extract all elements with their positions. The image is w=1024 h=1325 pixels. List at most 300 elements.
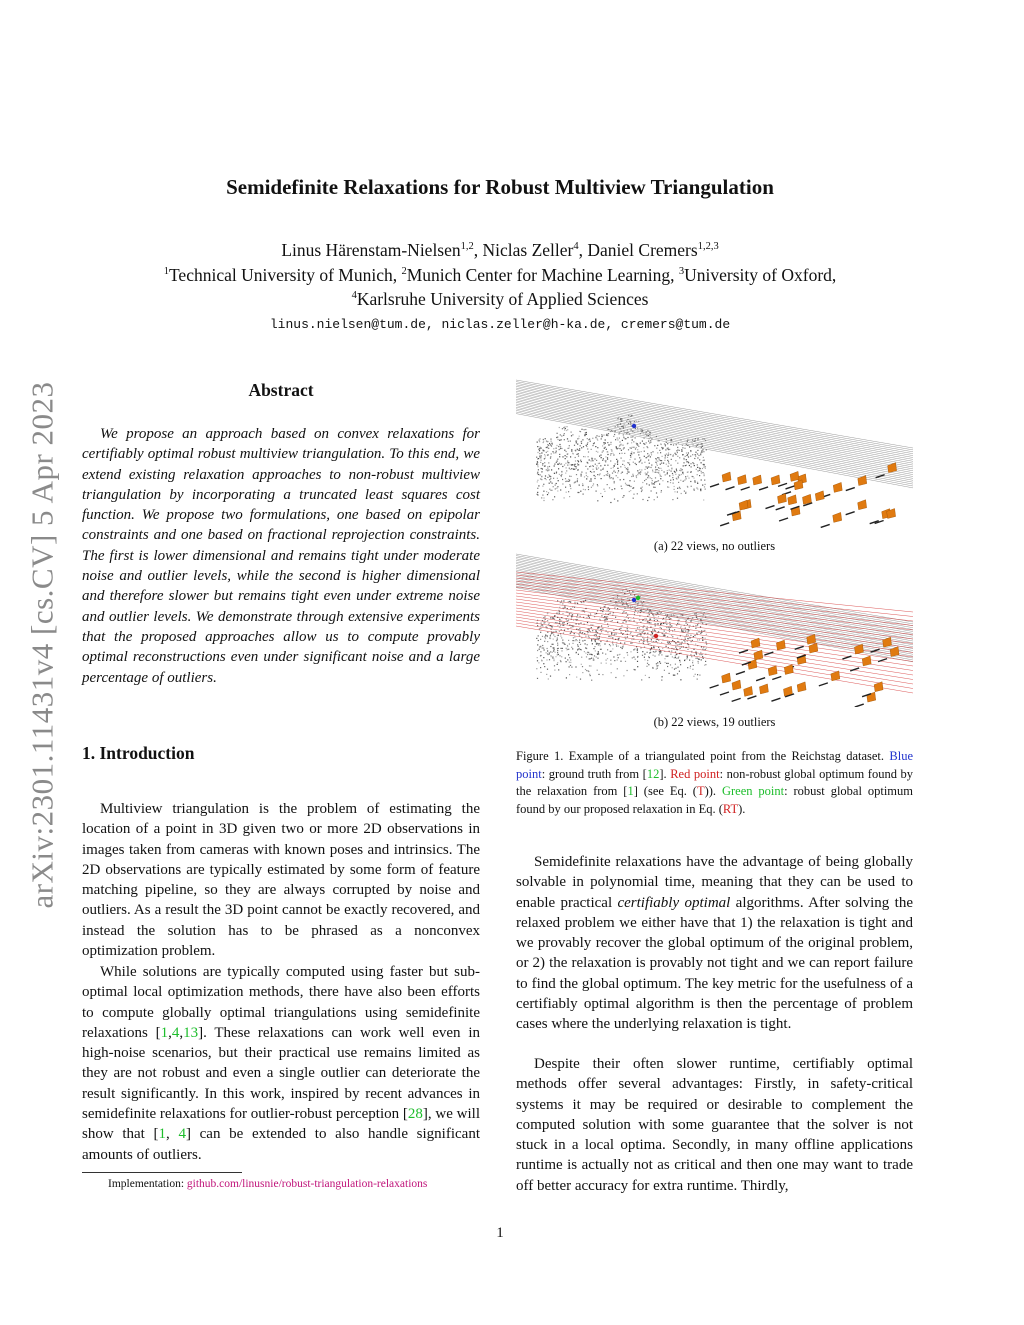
cloud-point xyxy=(664,658,665,659)
cloud-point xyxy=(596,460,597,461)
cloud-point xyxy=(665,449,666,450)
cloud-point xyxy=(545,634,546,635)
reconstruction-plot-no-outliers xyxy=(516,378,913,530)
cloud-point xyxy=(647,641,648,642)
cloud-point xyxy=(675,460,676,461)
cloud-point xyxy=(687,461,688,462)
cloud-point xyxy=(671,625,672,626)
cloud-point xyxy=(549,443,550,444)
equation-link-RT[interactable]: RT xyxy=(722,801,739,816)
camera-icon xyxy=(890,647,899,657)
cloud-point xyxy=(617,464,618,465)
cloud-point xyxy=(554,473,555,474)
cloud-point xyxy=(564,439,565,440)
cloud-point xyxy=(544,641,545,642)
camera-shadow xyxy=(846,512,855,515)
cloud-point xyxy=(572,464,573,465)
caption-text-3: ]. xyxy=(659,766,671,781)
caption-text-1: Figure 1. Example of a triangulated point from the Reichstag dataset. xyxy=(516,749,890,763)
cloud-point xyxy=(630,633,631,634)
cloud-point xyxy=(542,495,543,496)
cloud-point xyxy=(572,648,573,649)
cloud-point xyxy=(539,447,540,448)
cloud-point xyxy=(556,472,557,473)
camera-shadow xyxy=(741,487,750,490)
cloud-point xyxy=(567,461,568,462)
cloud-point xyxy=(569,666,570,667)
cloud-point xyxy=(578,646,579,647)
cloud-point xyxy=(553,650,554,651)
cloud-point xyxy=(537,452,538,453)
cloud-point xyxy=(658,440,659,441)
cloud-point xyxy=(651,478,652,479)
affil-sup-3: 3 xyxy=(678,266,685,278)
arxiv-stamp-text: arXiv:2301.11431v4 [cs.CV] 5 Apr 2023 xyxy=(25,381,60,909)
cloud-point xyxy=(628,463,629,464)
cloud-point xyxy=(559,474,560,475)
cloud-point xyxy=(610,664,611,665)
cloud-point xyxy=(600,455,601,456)
cloud-point xyxy=(586,648,587,649)
citation-link-12[interactable]: 12 xyxy=(646,766,660,781)
cloud-point xyxy=(566,481,567,482)
cloud-point xyxy=(618,470,619,471)
cloud-point xyxy=(568,491,569,492)
ray-line xyxy=(516,399,913,471)
cloud-point xyxy=(623,434,624,435)
cloud-point xyxy=(553,618,554,619)
cloud-point xyxy=(543,497,544,498)
cloud-point xyxy=(682,454,683,455)
cloud-point xyxy=(624,465,625,466)
cloud-point xyxy=(585,432,586,433)
camera-icon xyxy=(751,638,760,648)
cloud-point xyxy=(647,636,648,637)
cloud-point xyxy=(630,651,631,652)
cloud-point xyxy=(586,475,587,476)
cloud-point xyxy=(625,483,626,484)
cloud-point xyxy=(699,470,700,471)
author-1: Linus Härenstam-Nielsen xyxy=(281,240,461,260)
camera-icon xyxy=(776,640,785,650)
cloud-point xyxy=(666,646,667,647)
cloud-point xyxy=(643,631,644,632)
cloud-point xyxy=(668,617,669,618)
cloud-point xyxy=(698,470,699,471)
cloud-point xyxy=(571,449,572,450)
cloud-point xyxy=(556,448,557,449)
cloud-point xyxy=(667,642,668,643)
cloud-point xyxy=(536,457,537,458)
cloud-point xyxy=(564,607,565,608)
cloud-point xyxy=(654,499,655,500)
cloud-point xyxy=(605,447,606,448)
citation-link-13[interactable]: 13 xyxy=(183,1024,199,1041)
cloud-point xyxy=(649,455,650,456)
robust-optimum-point xyxy=(636,596,640,600)
cloud-point xyxy=(683,630,684,631)
cloud-point xyxy=(689,627,690,628)
cloud-point xyxy=(548,474,549,475)
cloud-point xyxy=(668,449,669,450)
cloud-point xyxy=(587,652,588,653)
caption-text-6: )). xyxy=(704,784,722,799)
cloud-point xyxy=(665,454,666,455)
cloud-point xyxy=(610,660,611,661)
cloud-point xyxy=(651,452,652,453)
cloud-point xyxy=(697,639,698,640)
cloud-point xyxy=(672,636,673,637)
cloud-point xyxy=(565,428,566,429)
cloud-point xyxy=(550,635,551,636)
cloud-point xyxy=(587,444,588,445)
cloud-point xyxy=(607,471,608,472)
cloud-point xyxy=(589,674,590,675)
cloud-point xyxy=(687,649,688,650)
camera-shadow xyxy=(855,704,864,707)
cloud-point xyxy=(657,445,658,446)
cloud-point xyxy=(570,662,571,663)
camera-shadow xyxy=(765,506,774,509)
cloud-point xyxy=(677,491,678,492)
citation-link-4b[interactable]: 4 xyxy=(178,1126,186,1143)
cloud-point xyxy=(612,648,613,649)
cloud-point xyxy=(570,464,571,465)
cloud-point xyxy=(705,638,706,639)
cloud-point xyxy=(629,464,630,465)
cloud-point xyxy=(613,656,614,657)
cloud-point xyxy=(543,500,544,501)
cloud-point xyxy=(670,465,671,466)
cloud-point xyxy=(587,629,588,630)
cloud-point xyxy=(547,470,548,471)
cloud-point xyxy=(578,654,579,655)
cloud-point xyxy=(687,667,688,668)
cloud-point xyxy=(665,617,666,618)
cloud-point xyxy=(669,629,670,630)
cloud-point xyxy=(590,613,591,614)
cloud-point xyxy=(662,648,663,649)
cloud-point xyxy=(579,436,580,437)
cloud-point xyxy=(580,445,581,446)
cloud-point xyxy=(564,433,565,434)
cloud-point xyxy=(658,480,659,481)
cloud-point xyxy=(619,438,620,439)
cloud-point xyxy=(683,462,684,463)
cloud-point xyxy=(650,619,651,620)
cloud-point xyxy=(545,478,546,479)
cloud-point xyxy=(598,643,599,644)
camera-icon xyxy=(784,664,793,674)
cloud-point xyxy=(627,443,628,444)
ray-line xyxy=(516,393,913,463)
cloud-point xyxy=(564,429,565,430)
cloud-point xyxy=(550,439,551,440)
cloud-point xyxy=(617,460,618,461)
cloud-point xyxy=(537,492,538,493)
cloud-point xyxy=(588,671,589,672)
affil-sup-1: 1 xyxy=(163,266,169,278)
cloud-point xyxy=(561,650,562,651)
cloud-point xyxy=(617,668,618,669)
cloud-point xyxy=(699,675,700,676)
cloud-point xyxy=(597,447,598,448)
cloud-point xyxy=(579,642,580,643)
cloud-point xyxy=(627,670,628,671)
cloud-point xyxy=(631,643,632,644)
cloud-point xyxy=(679,644,680,645)
cloud-point xyxy=(557,461,558,462)
cloud-point xyxy=(705,484,706,485)
cloud-point xyxy=(638,473,639,474)
cloud-point xyxy=(591,472,592,473)
cloud-point xyxy=(652,470,653,471)
cloud-point xyxy=(611,651,612,652)
cloud-point xyxy=(684,448,685,449)
cloud-point xyxy=(588,632,589,633)
cloud-point xyxy=(616,633,617,634)
cloud-point xyxy=(553,660,554,661)
cloud-point xyxy=(615,677,616,678)
cloud-point xyxy=(569,468,570,469)
cloud-point xyxy=(656,492,657,493)
cloud-point xyxy=(697,658,698,659)
cloud-point xyxy=(607,473,608,474)
cloud-point xyxy=(547,451,548,452)
citation-link-28[interactable]: 28 xyxy=(407,1106,423,1123)
cloud-point xyxy=(632,636,633,637)
cloud-point xyxy=(563,435,564,436)
cloud-point xyxy=(677,449,678,450)
cloud-point xyxy=(652,480,653,481)
cloud-point xyxy=(678,621,679,622)
cloud-point xyxy=(664,635,665,636)
cloud-point xyxy=(607,459,608,460)
camera-shadow xyxy=(771,698,780,701)
cloud-point xyxy=(585,669,586,670)
cloud-point xyxy=(595,464,596,465)
cloud-point xyxy=(607,649,608,650)
cloud-point xyxy=(640,443,641,444)
cloud-point xyxy=(557,643,558,644)
cloud-point xyxy=(627,628,628,629)
cloud-point xyxy=(682,447,683,448)
cloud-point xyxy=(698,659,699,660)
cloud-point xyxy=(688,638,689,639)
cloud-point xyxy=(671,471,672,472)
cloud-point xyxy=(652,629,653,630)
cloud-point xyxy=(554,665,555,666)
cloud-point xyxy=(692,462,693,463)
cloud-point xyxy=(600,608,601,609)
implementation-link[interactable]: github.com/linusnie/robust-triangulation-relaxations xyxy=(186,1178,428,1190)
author-emails: linus.nielsen@tum.de, niclas.zeller@h-ka.de, cremers@tum.de xyxy=(269,317,731,332)
cloud-point xyxy=(569,496,570,497)
cloud-point xyxy=(587,442,588,443)
cloud-point xyxy=(647,453,648,454)
cloud-point xyxy=(567,429,568,430)
cloud-point xyxy=(614,481,615,482)
cloud-point xyxy=(539,448,540,449)
cloud-point xyxy=(701,462,702,463)
cloud-point xyxy=(701,452,702,453)
camera-icon xyxy=(833,512,842,522)
cloud-point xyxy=(700,633,701,634)
cloud-point xyxy=(697,444,698,445)
cloud-point xyxy=(577,614,578,615)
cloud-point xyxy=(706,642,707,643)
cloud-point xyxy=(550,458,551,459)
cloud-point xyxy=(537,442,538,443)
cloud-point xyxy=(617,472,618,473)
cloud-point xyxy=(560,661,561,662)
cloud-point xyxy=(562,640,563,641)
cloud-point xyxy=(651,639,652,640)
cloud-point xyxy=(648,475,649,476)
cloud-point xyxy=(674,471,675,472)
cloud-point xyxy=(577,478,578,479)
cloud-point xyxy=(540,632,541,633)
cloud-point xyxy=(658,647,659,648)
cloud-point xyxy=(595,641,596,642)
citation-link-4[interactable]: 4 xyxy=(171,1024,180,1041)
cloud-point xyxy=(637,661,638,662)
cloud-point xyxy=(694,635,695,636)
cloud-point xyxy=(546,652,547,653)
cloud-point xyxy=(692,454,693,455)
cloud-point xyxy=(565,473,566,474)
cloud-point xyxy=(617,463,618,464)
cloud-point xyxy=(636,447,637,448)
cloud-point xyxy=(631,442,632,443)
cloud-point xyxy=(697,454,698,455)
cloud-point xyxy=(553,647,554,648)
camera-icon xyxy=(739,500,748,510)
cloud-point xyxy=(601,629,602,630)
right-paragraph-2-text: Despite their often slower runtime, certifiably optimal methods offer several advantages: Firstly, in safety-critical systems it may be required or desirable to complement the computed solution with some guarantee that the solver is not stuck in a local optima. Secondly, in many offline applications runtime is actually not as critical and then one may want to trade off better accuracy for extra runtime. Thirdly, xyxy=(516,1056,913,1194)
cloud-point xyxy=(649,463,650,464)
citation-link-1c[interactable]: 1 xyxy=(627,784,634,799)
cloud-point xyxy=(576,468,577,469)
cloud-point xyxy=(587,622,588,623)
cloud-point xyxy=(568,649,569,650)
cloud-point xyxy=(618,657,619,658)
cloud-point xyxy=(686,459,687,460)
cloud-point xyxy=(561,435,562,436)
cloud-point xyxy=(553,486,554,487)
cloud-point xyxy=(661,463,662,464)
emphasis-certifiably-optimal: certifiably optimal xyxy=(617,894,731,911)
cloud-point xyxy=(561,471,562,472)
cloud-point xyxy=(589,459,590,460)
cloud-point xyxy=(557,644,558,645)
cloud-point xyxy=(581,441,582,442)
cloud-point xyxy=(599,463,600,464)
cloud-point xyxy=(562,466,563,467)
cloud-point xyxy=(560,464,561,465)
cloud-point xyxy=(559,439,560,440)
cloud-point xyxy=(557,638,558,639)
cloud-point xyxy=(580,616,581,617)
cloud-point xyxy=(643,639,644,640)
citation-link-1[interactable]: 1 xyxy=(160,1024,169,1041)
cloud-point xyxy=(560,448,561,449)
cloud-point xyxy=(682,469,683,470)
cloud-point xyxy=(648,664,649,665)
cloud-point xyxy=(623,449,624,450)
intro-p2-text-c: ], we will show that [ xyxy=(82,1106,480,1143)
cloud-point xyxy=(576,454,577,455)
cloud-point xyxy=(589,617,590,618)
cloud-point xyxy=(632,447,633,448)
camera-shadow xyxy=(747,696,756,699)
cloud-point xyxy=(662,448,663,449)
cloud-point xyxy=(585,429,586,430)
cloud-point xyxy=(564,643,565,644)
equation-link-T[interactable]: T xyxy=(696,784,705,799)
cloud-point xyxy=(660,627,661,628)
cloud-point xyxy=(674,629,675,630)
cloud-point xyxy=(699,654,700,655)
cloud-point xyxy=(691,466,692,467)
cloud-point xyxy=(643,627,644,628)
cloud-point xyxy=(565,458,566,459)
cloud-point xyxy=(620,661,621,662)
cloud-point xyxy=(596,656,597,657)
cloud-point xyxy=(646,473,647,474)
cloud-point xyxy=(537,625,538,626)
cloud-point xyxy=(664,630,665,631)
cloud-point xyxy=(555,652,556,653)
cloud-point xyxy=(687,657,688,658)
cloud-point xyxy=(578,456,579,457)
cloud-point xyxy=(614,488,615,489)
cloud-point xyxy=(602,674,603,675)
cloud-point xyxy=(631,476,632,477)
cloud-point xyxy=(682,472,683,473)
cloud-point xyxy=(609,475,610,476)
cloud-point xyxy=(572,643,573,644)
cloud-point xyxy=(672,455,673,456)
cloud-point xyxy=(697,624,698,625)
cloud-point xyxy=(643,447,644,448)
cloud-point xyxy=(655,630,656,631)
cloud-point xyxy=(609,644,610,645)
cloud-point xyxy=(644,659,645,660)
citation-link-1b[interactable]: 1 xyxy=(158,1126,167,1143)
cloud-point xyxy=(622,497,623,498)
cloud-point xyxy=(669,631,670,632)
cloud-point xyxy=(702,472,703,473)
cloud-point xyxy=(561,474,562,475)
cloud-point xyxy=(554,636,555,637)
cloud-point xyxy=(537,488,538,489)
cloud-point xyxy=(638,446,639,447)
author-2-affil: 4 xyxy=(573,241,579,253)
cloud-point xyxy=(692,662,693,663)
cloud-point xyxy=(561,629,562,630)
cloud-point xyxy=(580,679,581,680)
projection-rays xyxy=(516,380,913,488)
cloud-point xyxy=(543,648,544,649)
cloud-point xyxy=(614,499,615,500)
ray-line xyxy=(516,573,913,645)
cloud-point xyxy=(559,456,560,457)
cloud-point xyxy=(658,467,659,468)
cloud-point xyxy=(697,483,698,484)
cloud-point xyxy=(579,448,580,449)
cloud-point xyxy=(690,456,691,457)
